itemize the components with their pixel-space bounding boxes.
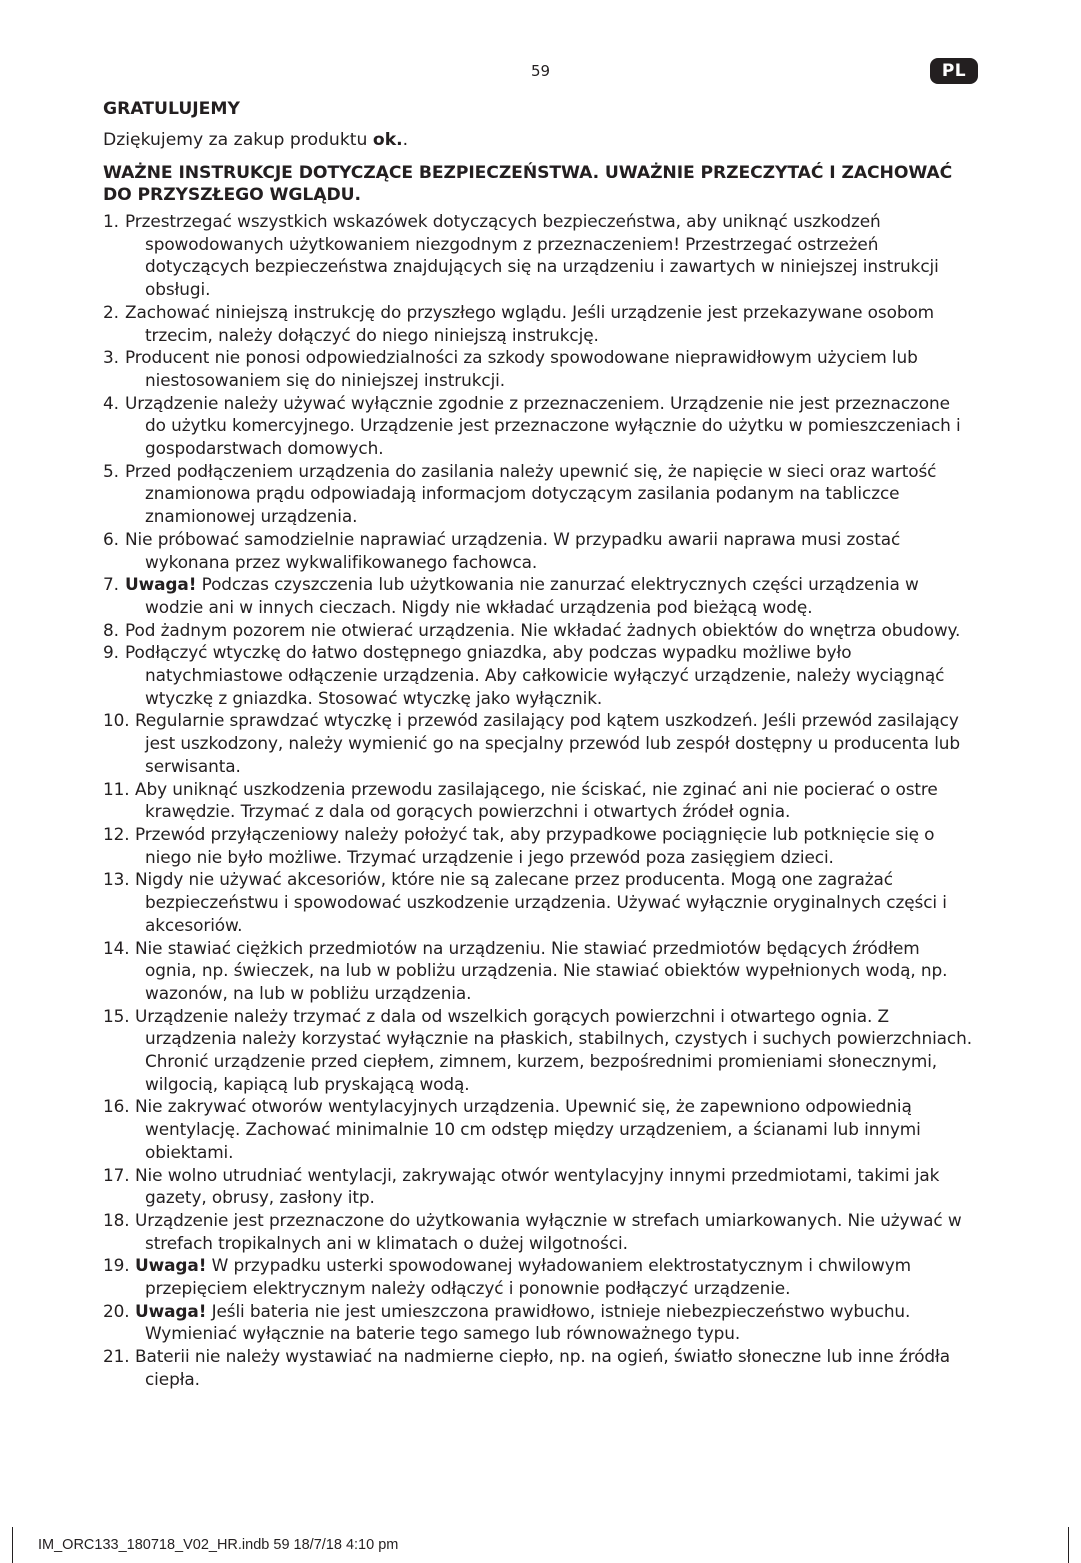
item-text [135,937,973,1005]
item-body: Urządzenie jest przeznaczone do użytkowania wyłącznie w strefach umiarkowanych. Nie używać w strefach tropikalnych ani w klimatach o dużej wilgotności. [135,1209,962,1253]
item-body: W przypadku usterki spowodowanej wyładowaniem elektrostatycznym i chwilowym przepięciem elektrycznym należy odłączyć i ponownie podłączyć urządzenie. [145,1255,911,1299]
safety-instruction-item [103,641,973,709]
safety-instruction-item [103,301,973,346]
item-number: 11. [103,778,130,799]
safety-instruction-item [103,1209,973,1254]
safety-instruction-item [103,868,973,936]
item-number: 4. [103,392,119,413]
document-body [103,98,973,1391]
thanks-suffix: . [402,130,409,150]
item-body: Producent nie ponosi odpowiedzialności za szkody spowodowane nieprawidłowym użyciem lub niestosowaniem się do niniejszej instrukcji. [125,347,918,390]
print-slug: IM_ORC133_180718_V02_HR.indb 59 18/7/18 4:10 pm [38,1537,399,1553]
item-text [135,1209,973,1254]
item-text [125,528,973,573]
item-body: Zachować niniejszą instrukcję do przyszłego wglądu. Jeśli urządzenie jest przekazywane osobom trzecim, należy dołączyć do niego niniejszą instrukcję. [125,301,935,345]
page-number: 59 [530,62,551,80]
item-body: Nie zakrywać otworów wentylacyjnych urządzenia. Upewnić się, że zapewniono odpowiednią wentylację. Zachować minimalnie 10 cm odstęp między urządzeniem, a ścianami lub innymi obiektami. [135,1096,921,1162]
item-body: Podłączyć wtyczkę do łatwo dostępnego gniazdka, aby podczas wypadku możliwe było natychmiastowe odłączenie urządzenia. Aby całkowicie wyłączyć urządzenie, należy wyciągnąć wtyczkę z gniazdka. Stosować wtyczkę jako wyłącznik. [125,642,945,708]
safety-instruction-item [103,210,973,301]
item-body: Jeśli bateria nie jest umieszczona prawidłowo, istnieje niebezpieczeństwo wybuchu. Wymieniać wyłącznie na baterie tego samego lub równoważnego typu. [145,1300,911,1344]
warning-label: Uwaga! [125,574,197,595]
item-body: Urządzenie należy trzymać z dala od wszelkich gorących powierzchni i otwartego ognia. Z urządzenia należy korzystać wyłącznie na płaskich, stabilnych, czystych i suchych powierzchniach. Chronić urządzenie przed ciepłem, zimnem, kurzem, bezpośrednimi promieniami słonecznymi, wilgocią, kapiącą lub pryskającą wodą. [135,1005,972,1094]
item-body: Pod żadnym pozorem nie otwierać urządzenia. Nie wkładać żadnych obiektów do wnętrza obudowy. [125,619,961,640]
language-badge: PL [930,58,978,84]
item-text [125,641,973,709]
crop-mark-left [12,1527,13,1563]
item-number: 12. [103,823,130,844]
safety-instruction-item [103,1254,973,1299]
safety-instruction-item [103,573,973,618]
item-body: Regularnie sprawdzać wtyczkę i przewód zasilający pod kątem uszkodzeń. Jeśli przewód zasilający jest uszkodzony, należy wymienić go na specjalny przewód lub zespół dostępny u producenta lub serwisanta. [135,710,961,776]
item-text [135,778,973,823]
item-number: 15. [103,1005,130,1026]
item-body: Przestrzegać wszystkich wskazówek dotyczących bezpieczeństwa, aby uniknąć uszkodzeń spowodowanych użytkowaniem niezgodnym z przeznaczeniem! Przestrzegać ostrzeżeń dotyczących bezpieczeństwa znajdujących się na urządzeniu i zawartych w niniejszej instrukcji obsługi. [125,211,939,300]
item-body: Aby uniknąć uszkodzenia przewodu zasilającego, nie ściskać, nie zginać ani nie pocierać o ostre krawędzie. Trzymać z dala od gorących powierzchni i otwartych źródeł ognia. [135,778,938,822]
item-text [125,392,973,460]
item-text [135,868,973,936]
safety-instructions-heading: WAŻNE INSTRUKCJE DOTYCZĄCE BEZPIECZEŃSTWA. UWAŻNIE PRZECZYTAĆ I ZACHOWAĆ DO PRZYSZŁEGO WGLĄDU. [103,163,953,205]
item-number: 3. [103,347,119,368]
item-body: Przewód przyłączeniowy należy położyć tak, aby przypadkowe pociągnięcie lub potknięcie się o niego nie było możliwe. Trzymać urządzenie i jego przewód poza zasięgiem dzieci. [135,823,935,867]
item-body: Podczas czyszczenia lub użytkowania nie zanurzać elektrycznych części urządzenia w wodzie ani w innych cieczach. Nigdy nie wkładać urządzenia pod bieżącą wodę. [145,574,919,617]
safety-instruction-item [103,619,973,642]
item-number: 9. [103,642,119,663]
item-body: Nigdy nie używać akcesoriów, które nie są zalecane przez producenta. Mogą one zagrażać bezpieczeństwu i spowodować uszkodzenie urządzenia. Używać wyłącznie oryginalnych części i akcesoriów. [135,869,947,935]
safety-instruction-item [103,460,973,528]
crop-mark-right [1068,1527,1069,1563]
item-number: 21. [103,1346,130,1367]
item-text [125,460,973,528]
safety-instruction-item [103,346,973,391]
safety-instruction-item [103,528,973,573]
item-number: 14. [103,937,130,958]
item-number: 17. [103,1164,130,1185]
item-number: 16. [103,1096,130,1117]
item-number: 5. [103,460,119,481]
safety-instruction-item [103,1095,973,1163]
item-text [135,1300,973,1345]
safety-instruction-item [103,1005,973,1096]
item-text [125,346,973,391]
safety-instruction-item [103,823,973,868]
item-number: 19. [103,1255,130,1276]
item-text [135,1254,973,1299]
item-number: 8. [103,619,119,640]
item-text [135,709,973,777]
item-body: Przed podłączeniem urządzenia do zasilania należy upewnić się, że napięcie w sieci oraz wartość znamionowa prądu odpowiadają informacjom dotyczącym zasilania podanym na tabliczce znamionowej urządzenia. [125,460,937,527]
safety-instructions-list [103,210,973,1391]
item-body: Nie wolno utrudniać wentylacji, zakrywając otwór wentylacyjny innymi przedmiotami, takimi jak gazety, obrusy, zasłony itp. [135,1164,940,1208]
item-number: 20. [103,1300,130,1321]
thanks-prefix: Dziękujemy za zakup produktu [103,130,373,150]
item-number: 7. [103,574,119,595]
item-text [135,1345,973,1390]
item-number: 2. [103,301,119,322]
item-text [135,1164,973,1209]
safety-instruction-item [103,937,973,1005]
item-text [135,823,973,868]
item-text [125,301,973,346]
safety-instruction-item [103,709,973,777]
warning-label: Uwaga! [135,1300,207,1321]
item-body: Nie stawiać ciężkich przedmiotów na urządzeniu. Nie stawiać przedmiotów będących źródłem ognia, np. świeczek, na lub w pobliżu urządzenia. Nie stawiać obiektów wypełnionych wodą, np. wazonów, na lub w pobliżu urządzenia. [135,937,948,1003]
item-text [125,210,973,301]
item-number: 1. [103,211,119,231]
brand-name: ok. [372,130,403,150]
warning-label: Uwaga! [135,1255,207,1276]
item-text [125,619,973,642]
item-text [135,1095,973,1163]
item-body: Baterii nie należy wystawiać na nadmierne ciepło, np. na ogień, światło słoneczne lub inne źródła ciepła. [135,1346,950,1389]
safety-instruction-item [103,1345,973,1390]
item-text [135,1005,973,1096]
thanks-text [103,129,973,151]
item-text [125,573,973,618]
safety-instruction-item [103,1164,973,1209]
item-number: 10. [103,710,130,731]
safety-instruction-item [103,778,973,823]
item-number: 13. [103,869,130,890]
congratulations-heading: GRATULUJEMY [103,99,240,119]
safety-instruction-item [103,1300,973,1345]
safety-instruction-item [103,392,973,460]
item-body: Nie próbować samodzielnie naprawiać urządzenia. W przypadku awarii naprawa musi zostać wykonana przez wykwalifikowanego fachowca. [125,528,901,572]
item-body: Urządzenie należy używać wyłącznie zgodnie z przeznaczeniem. Urządzenie nie jest przeznaczone do użytku komercyjnego. Urządzenie jest przeznaczone wyłącznie do użytku w pomieszczeniach i gospodarstwach domowych. [125,392,961,459]
item-number: 6. [103,528,119,549]
item-number: 18. [103,1209,130,1230]
